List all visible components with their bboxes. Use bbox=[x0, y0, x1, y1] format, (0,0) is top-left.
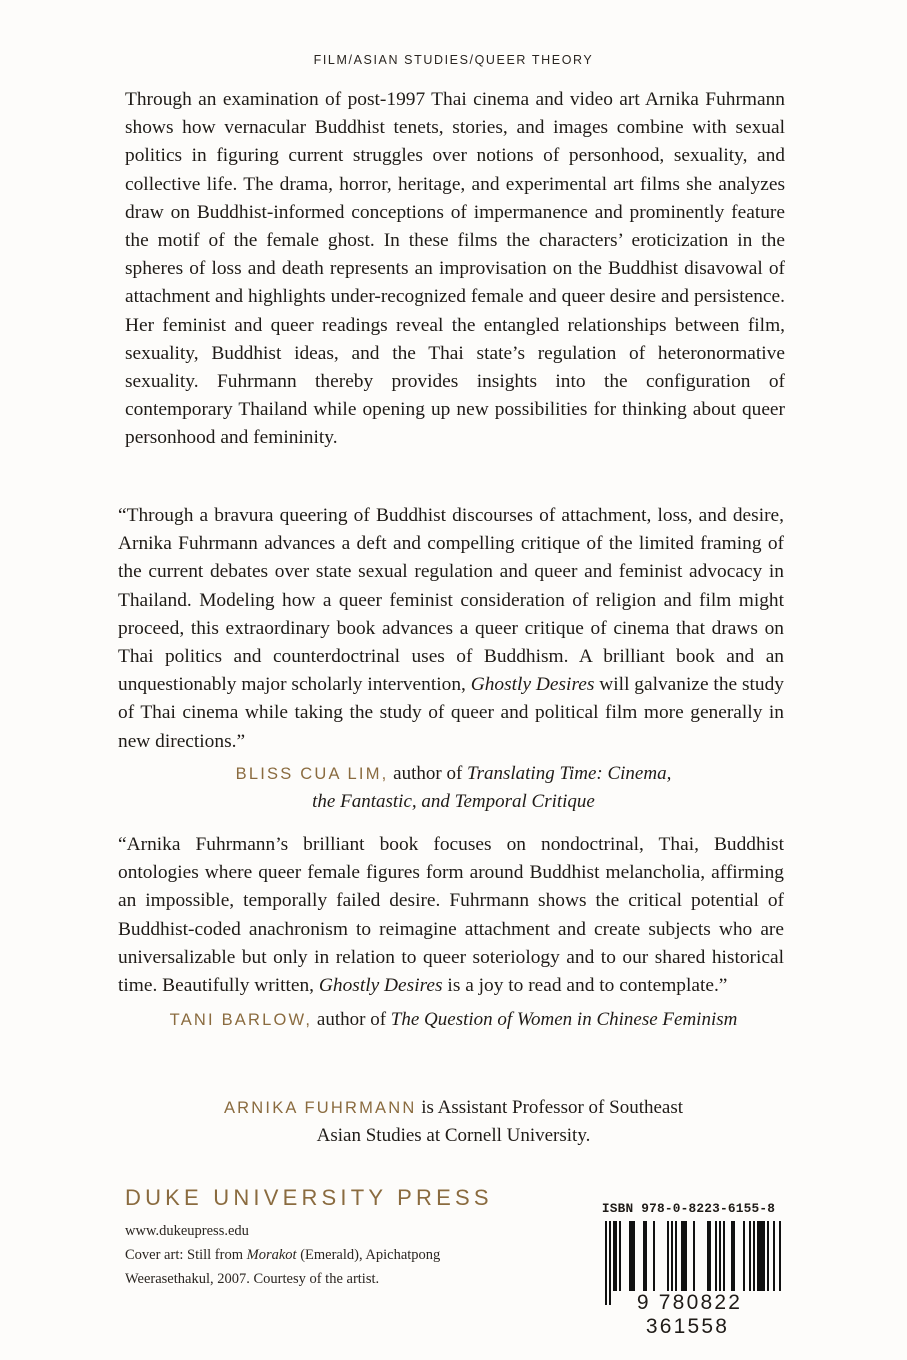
barcode-bar bbox=[613, 1221, 617, 1291]
blurb-1-text-after: will galvanize the study of Thai cinema while taking the study of queer and political film more generally in new directions.” bbox=[118, 674, 784, 752]
cover-art-rest: (Emerald), Apichatpong bbox=[296, 1247, 441, 1263]
bio-line2: Asian Studies at Cornell University. bbox=[316, 1125, 591, 1146]
barcode-number-text: 9 780822 361558 bbox=[636, 1291, 743, 1338]
barcode-bar bbox=[671, 1221, 673, 1291]
barcode-bar bbox=[731, 1221, 735, 1291]
barcode-bar bbox=[629, 1221, 635, 1291]
barcode-bar bbox=[753, 1221, 755, 1291]
blurb-2-text-after: is a joy to read and to contemplate.” bbox=[442, 975, 728, 997]
cover-art-prefix: Cover art: Still from bbox=[125, 1247, 247, 1263]
barcode-bar bbox=[667, 1221, 669, 1291]
blurb-1 bbox=[118, 502, 784, 756]
isbn-label: ISBN 978-0-8223-6155-8 bbox=[601, 1201, 776, 1216]
barcode-bar bbox=[715, 1221, 717, 1291]
blurb-2-attribution bbox=[0, 1006, 907, 1034]
blurb-2-author: TANI BARLOW, bbox=[169, 1011, 313, 1029]
barcode-bar bbox=[773, 1221, 775, 1291]
blurb-2-book-title: Ghostly Desires bbox=[318, 975, 443, 997]
publisher-website: www.dukeupress.edu bbox=[125, 1223, 249, 1239]
category-label: FILM/ASIAN STUDIES/QUEER THEORY bbox=[313, 53, 594, 67]
blurb-1-author-desc: author of bbox=[388, 763, 468, 784]
blurb-2 bbox=[118, 831, 784, 1000]
blurb-1-work-line2: the Fantastic, and Temporal Critique bbox=[312, 791, 595, 812]
blurb-1-text-before: “Through a bravura queering of Buddhist discourses of attachment, loss, and desire, Arnika Fuhrmann advances a deft and compelling critique of the limited framing of the current debates over state sexual regulation and queer and feminist advocacy in Thailand. Modeling how a queer feminist consideration of religion and film might proceed, this extraordinary book advances a queer critique of cinema that draws on Thai politics and counterdoctrinal uses of Buddhism. A brilliant book and an unquestionably major scholarly intervention, bbox=[118, 505, 784, 696]
author-bio bbox=[0, 1094, 907, 1150]
barcode-bar bbox=[693, 1221, 695, 1291]
barcode-bar bbox=[675, 1221, 677, 1291]
barcode-bar bbox=[779, 1221, 781, 1291]
blurb-1-author: BLISS CUA LIM, bbox=[235, 765, 389, 783]
cover-art-credit-line2: Weerasethakul, 2007. Courtesy of the artist. bbox=[125, 1271, 380, 1287]
barcode-bar bbox=[767, 1221, 769, 1291]
barcode-bar bbox=[743, 1221, 745, 1291]
bio-name: ARNIKA FUHRMANN bbox=[223, 1099, 417, 1117]
barcode-bar bbox=[643, 1221, 647, 1291]
cover-art-credit-line1 bbox=[125, 1243, 440, 1267]
barcode-bar bbox=[707, 1221, 711, 1291]
barcode-number bbox=[591, 1291, 786, 1339]
blurb-1-work-line1: Translating Time: Cinema, bbox=[467, 763, 672, 784]
barcode-bar bbox=[757, 1221, 765, 1291]
blurb-2-author-desc: author of bbox=[312, 1009, 391, 1030]
publisher-name: DUKE UNIVERSITY PRESS bbox=[125, 1185, 493, 1210]
barcode-bar bbox=[681, 1221, 687, 1291]
blurb-2-work: The Question of Women in Chinese Feminism bbox=[390, 1009, 738, 1030]
bio-line1: is Assistant Professor of Southeast bbox=[416, 1097, 684, 1118]
book-description: Through an examination of post-1997 Thai cinema and video art Arnika Fuhrmann shows how vernacular Buddhist tenets, stories, and images combine with sexual politics in figuring current struggles over notions of personhood, sexuality, and collective life. The drama, horror, heritage, and experimental art films she analyzes draw on Buddhist-informed conceptions of impermanence and prominently feature the motif of the female ghost. In these films the characters’ eroticization in the spheres of loss and death represents an improvisation on the Buddhist disavowal of attachment and highlights under-recognized female and queer desire and persistence. Her feminist and queer readings reveal the entangled relationships between film, sexuality, Buddhist ideas, and the Thai state’s regulation of heteronormative sexuality. Fuhrmann thereby provides insights into the configuration of contemporary Thailand while opening up new possibilities for thinking about queer personhood and femininity. bbox=[125, 89, 785, 449]
cover-art-title: Morakot bbox=[246, 1247, 297, 1263]
barcode-bar bbox=[619, 1221, 621, 1291]
barcode-bar bbox=[749, 1221, 751, 1291]
blurb-2-text-before: “Arnika Fuhrmann’s brilliant book focuses on nondoctrinal, Thai, Buddhist ontologies where queer female figures form around Buddhist melancholia, affirming an impossible, temporally failed desire. Fuhrmann shows the critical potential of Buddhist-coded anachronism to reimagine attachment and create subjects who are universalizable but only in relation to queer soteriology and to our shared historical time. Beautifully written, bbox=[118, 834, 784, 997]
barcode-bar bbox=[653, 1221, 655, 1291]
blurb-1-book-title: Ghostly Desires bbox=[470, 674, 595, 696]
blurb-1-attribution bbox=[0, 760, 907, 816]
barcode-bar bbox=[719, 1221, 721, 1291]
barcode-bar bbox=[723, 1221, 725, 1291]
